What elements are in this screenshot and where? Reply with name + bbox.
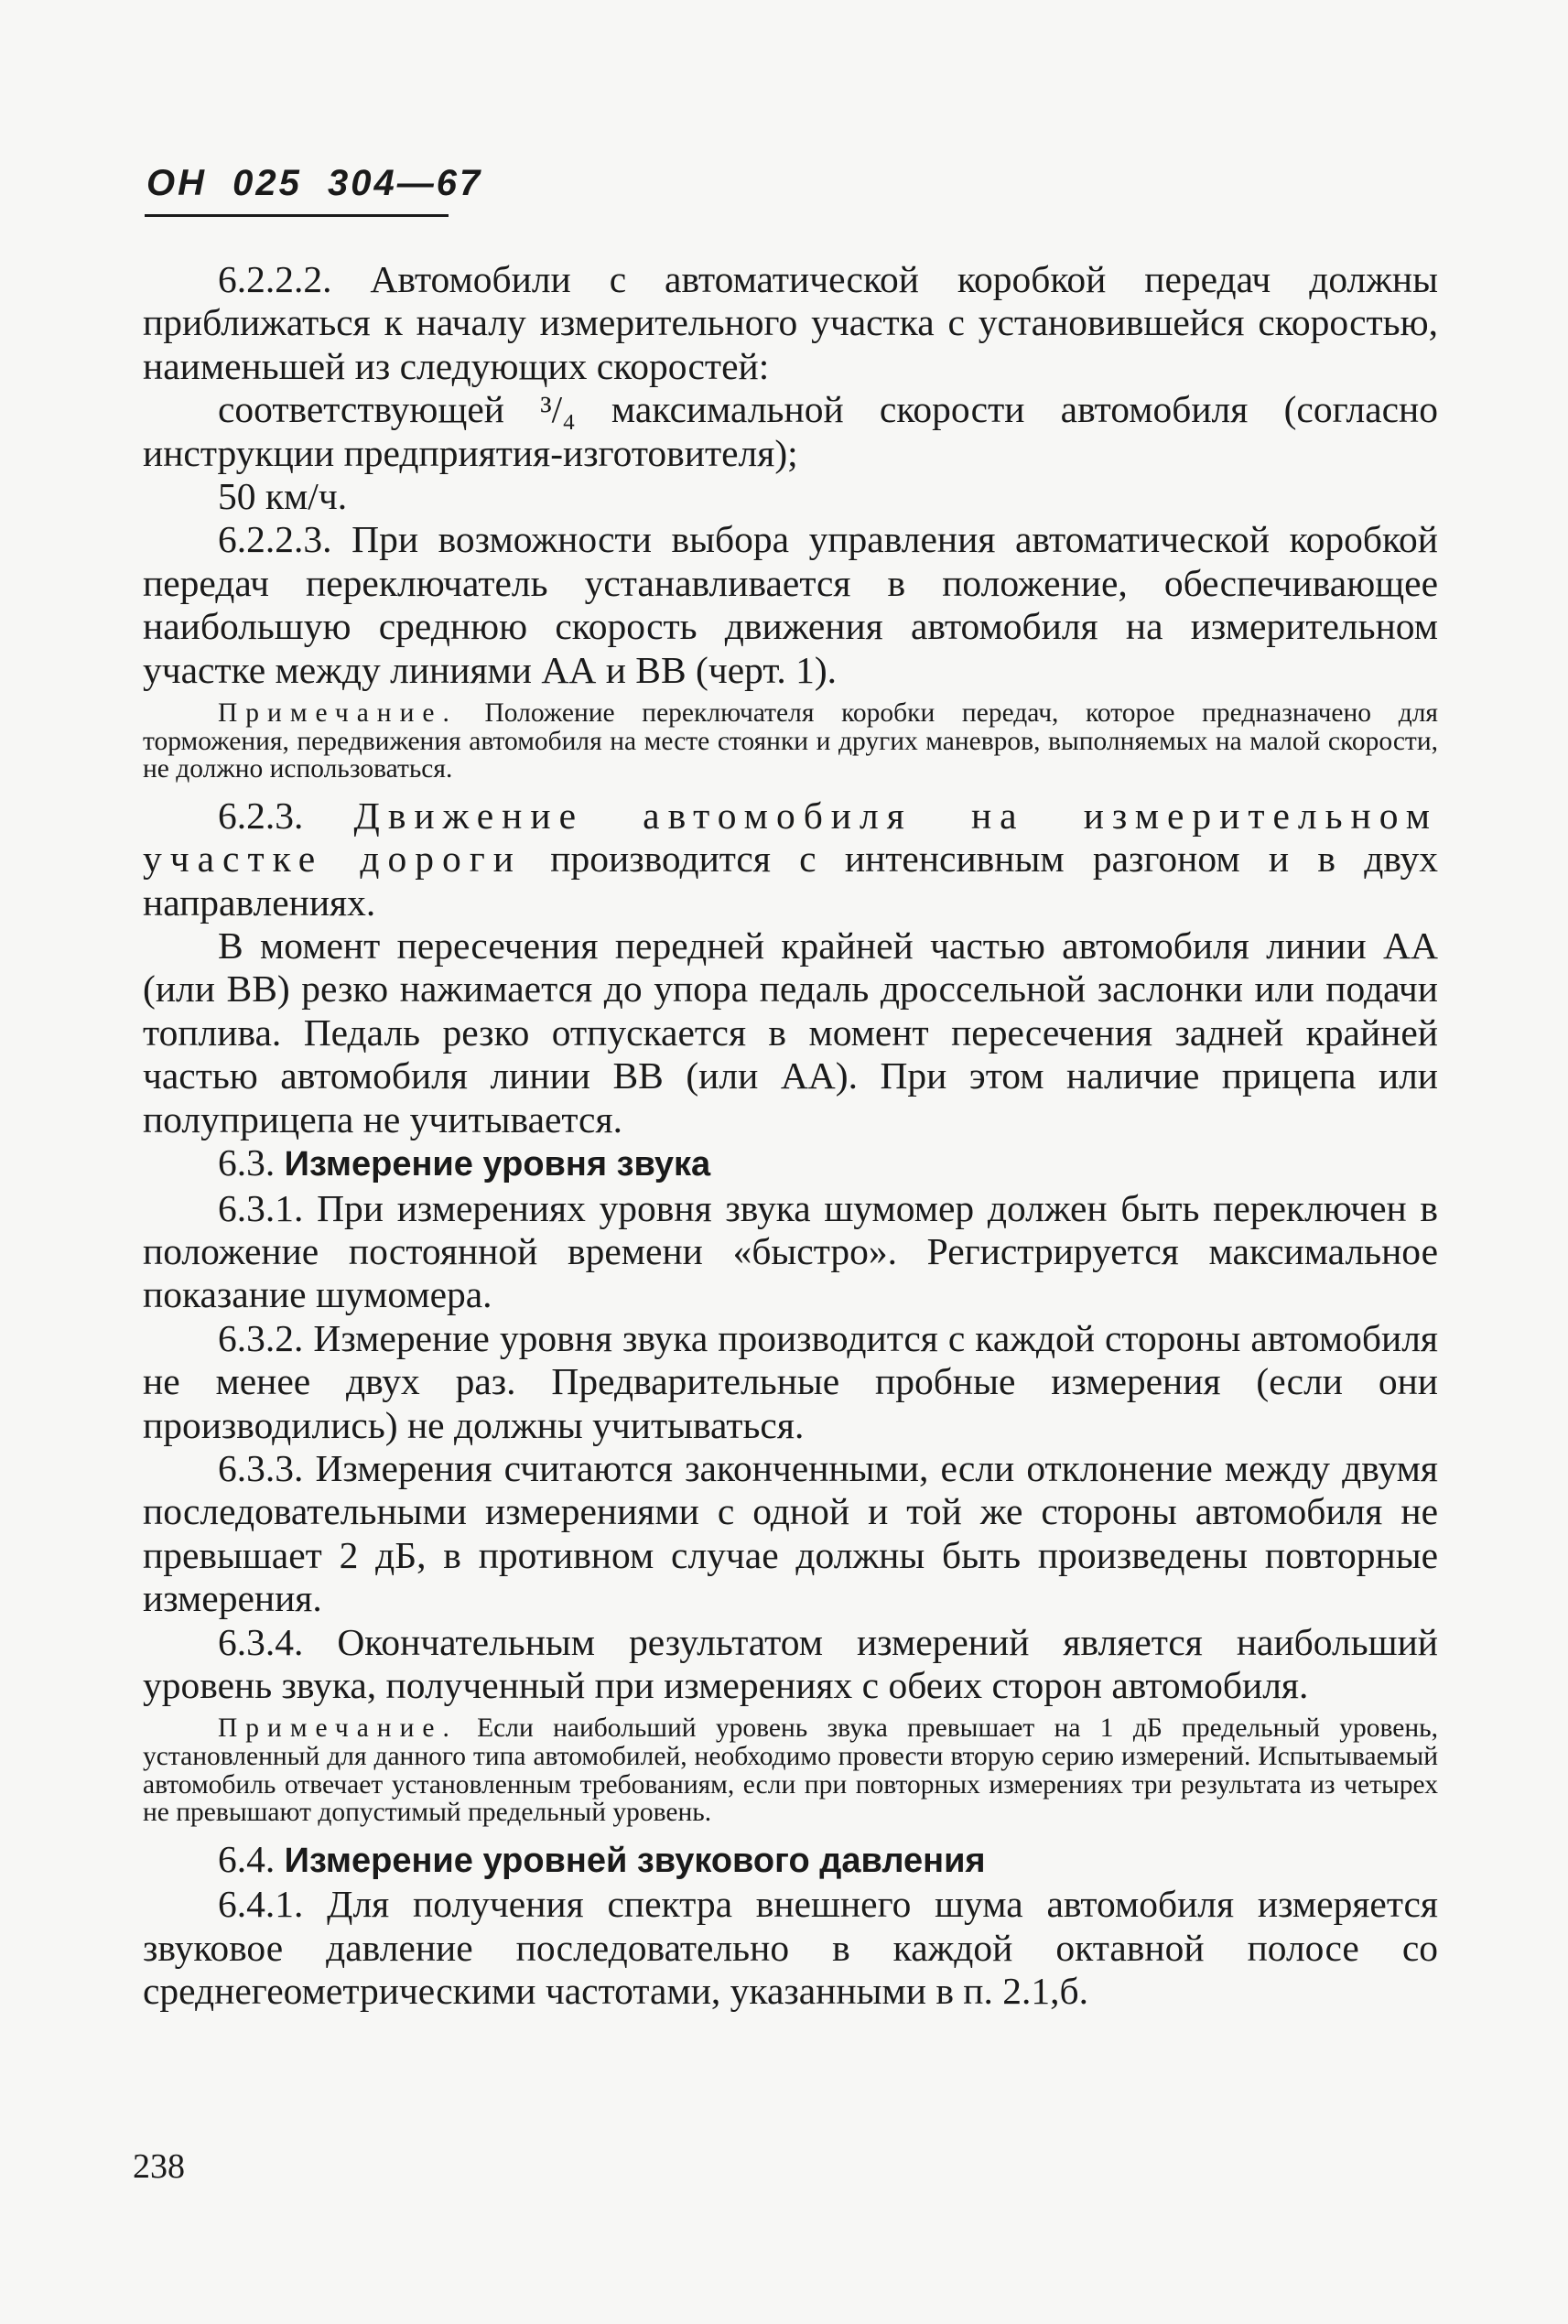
paragraph-6-2-3 — [143, 794, 1438, 924]
page-body — [143, 258, 1438, 2013]
note-1-label: Примечание. — [218, 698, 458, 729]
note-1-text: Положение переключателя коробки передач, которое предназначено для торможения, передвижения автомобиля на месте стоянки и других маневров, выполняемых на малой скорости, не должно использоваться. — [143, 698, 1438, 784]
paragraph-speed-option-2: 50 км/ч. — [218, 475, 348, 518]
section-6-3-title: Измерение уровня звука — [284, 1145, 711, 1184]
paragraph-6-2-2-3: 6.2.2.3. При возможности выбора управления автоматической коробкой передач переключатель устанавливается в положение, обеспечивающее наибольшую среднюю скорость движения автомобиля на измерительном участке между линиями АА и ВВ (черт. 1). — [143, 518, 1438, 691]
note-2-label: Примечание. — [218, 1713, 458, 1744]
paragraph-6-4-1: 6.4.1. Для получения спектра внешнего шума автомобиля измеряется звуковое давление последовательно в каждой октавной полосе со среднегеометрическими частотами, указанными в п. 2.1,б. — [143, 1883, 1438, 2012]
section-6-4-title: Измерение уровней звукового давления — [284, 1841, 986, 1880]
paragraph-6-2-3-number: 6.2.3. — [218, 794, 354, 837]
paragraph-6-3-4: 6.3.4. Окончательным результатом измерений является наибольший уровень звука, полученный при измерениях с обеих сторон автомобиля. — [143, 1620, 1438, 1706]
paragraph-speed-option-1: соответствующей ³/₄ максимальной скорости автомобиля (согласно инструкции предприятия-изготовителя); — [143, 388, 1438, 474]
section-6-4-number: 6.4. — [218, 1837, 285, 1880]
paragraph-6-3-2: 6.3.2. Измерение уровня звука производится с каждой стороны автомобиля не менее двух раз. Предварительные пробные измерения (если они производились) не должны учитываться. — [143, 1316, 1438, 1446]
paragraph-6-2-3-rest: производится с интенсивным разгоном и в двух направлениях. — [143, 838, 1438, 924]
paragraph-6-3-1: 6.3.1. При измерениях уровня звука шумомер должен быть переключен в положение постоянной времени «быстро». Регистрируется максимальное показание шумомера. — [143, 1186, 1438, 1316]
section-heading-6-4 — [143, 1838, 1438, 1883]
paragraph-pedal: В момент пересечения передней крайней частью автомобиля линии АА (или ВВ) резко нажимается до упора педаль дроссельной заслонки или подачи топлива. Педаль резко отпускается в момент пересечения задней крайней частью автомобиля линии ВВ (или АА). При этом наличие прицепа или полуприцепа не учитывается. — [143, 924, 1438, 1140]
paragraph-6-3-3: 6.3.3. Измерения считаются законченными, если отклонение между двумя последовательными измерениями с одной и той же стороны автомобиля не превышает 2 дБ, в противном случае должны быть произведены повторные измерения. — [143, 1446, 1438, 1620]
section-6-3-number: 6.3. — [218, 1141, 285, 1184]
paragraph-6-2-2-2: 6.2.2.2. Автомобили с автоматической коробкой передач должны приближаться к началу измерительного участка с установившейся скоростью, наименьшей из следующих скоростей: — [143, 258, 1438, 387]
document-code-header: ОН 025 304—67 — [146, 163, 483, 203]
paragraph-6-2-3-spaced: Движение автомобиля на измерительном участке дороги — [143, 794, 1438, 881]
header-rule — [145, 214, 449, 217]
page-number: 238 — [133, 2147, 185, 2186]
note-2-text: Если наибольший уровень звука превышает на 1 дБ предельный уровень, установленный для данного типа автомобилей, необходимо провести вторую серию измерений. Испытываемый автомобиль отвечает установленным требованиям, если при повторных измерениях три результата из четырех не превышают допустимый предельный уровень. — [143, 1713, 1438, 1828]
section-heading-6-3 — [143, 1141, 1438, 1186]
note-1 — [143, 699, 1438, 784]
note-2 — [143, 1714, 1438, 1826]
